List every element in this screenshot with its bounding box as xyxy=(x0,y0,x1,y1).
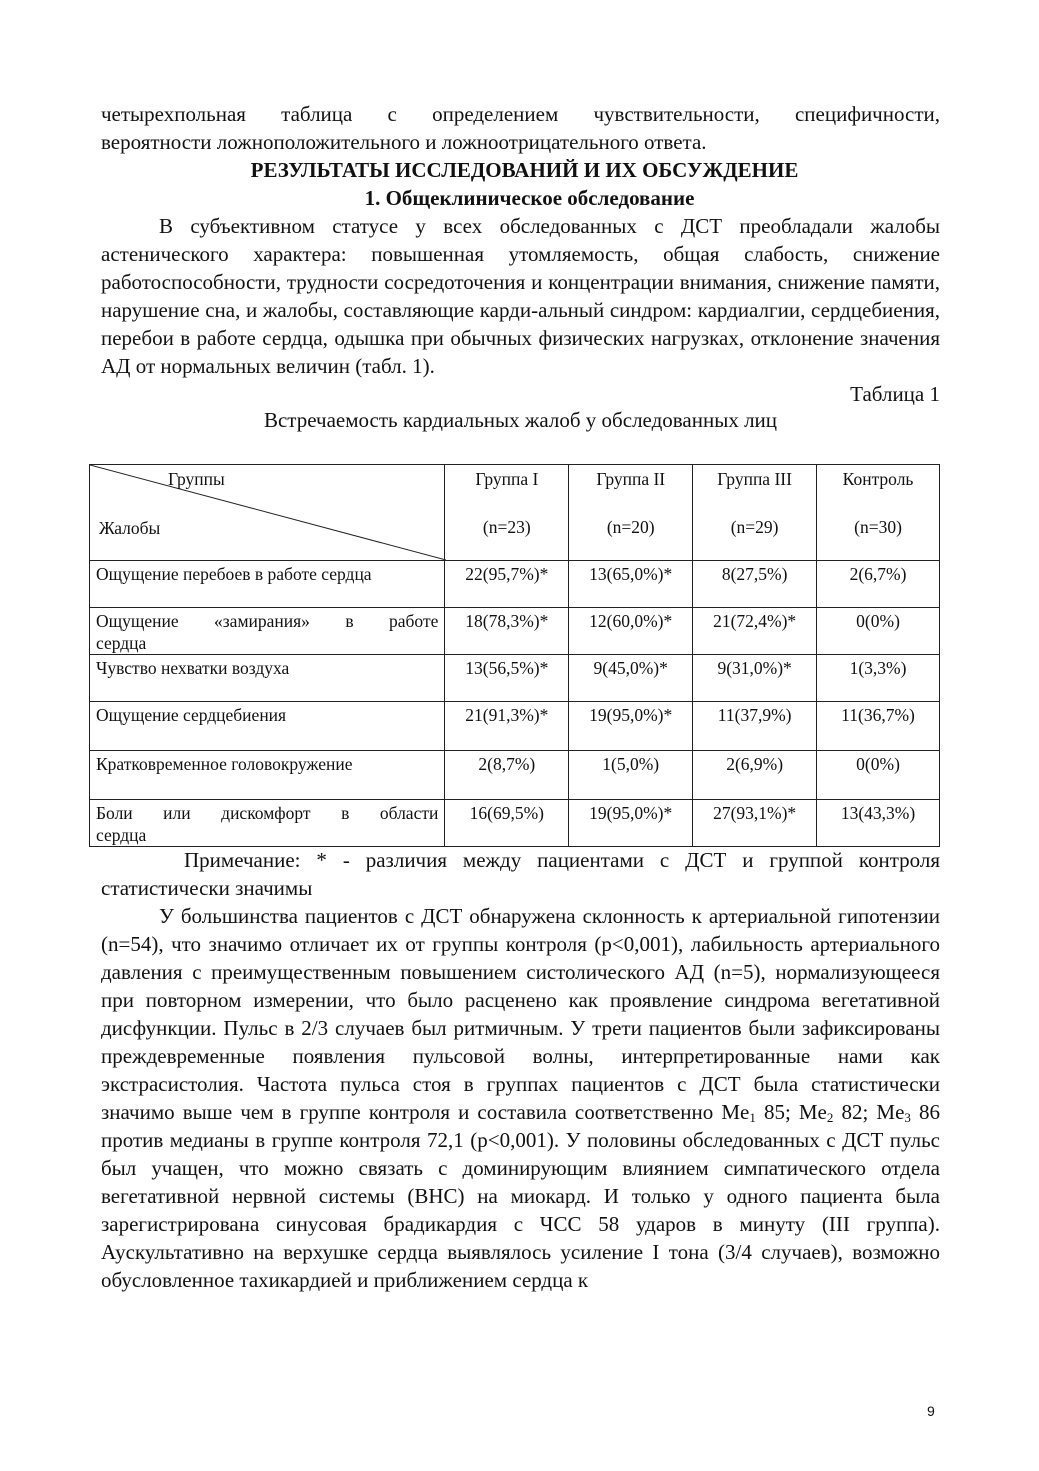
table-row xyxy=(90,655,940,702)
table-cell: 21(91,3%)* xyxy=(445,702,569,751)
row-label-line-1: Боли или дискомфорт в области xyxy=(96,803,439,823)
paragraph-2-part-d: 86 против медианы в группе контроля 72,1 (p<0,001). У половины обследованных с ДСТ пульс был учащен, что можно связать с доминирующим влиянием симпатического отдела вегетативной нервной системы (ВНС) на миокард. И только у одного пациента была зарегистрирована синусовая брадикардия с ЧСС 58 ударов в минуту (III группа). Аускультативно на верхушке сердца выявлялось усиление I тона (3/4 случаев), возможно обусловленное тахикардией и приближением сердца к xyxy=(101,1100,941,1292)
paragraph-1: В субъективном статусе у всех обследованных с ДСТ преобладали жалобы астенического характера: повышенная утомляемость, общая слабость, снижение работоспособности, трудности сосредоточения и концентрации внимания, снижение памяти, нарушение сна, и жалобы, составляющие карди-альный синдром: кардиалгии, сердцебиения, перебои в работе сердца, одышка при обычных физических нагрузках, отклонение значения АД от нормальных величин (табл. 1). xyxy=(101,214,940,378)
table-cell: 2(6,9%) xyxy=(693,751,817,800)
row-label-line-1: Ощущение «замирания» в работе xyxy=(96,611,439,631)
corner-bottom-label: Жалобы xyxy=(99,518,161,538)
corner-top-label: Группы xyxy=(168,469,225,489)
group-n: (n=29) xyxy=(730,517,779,537)
table-cell: 19(95,0%)* xyxy=(569,702,693,751)
table-row xyxy=(90,702,940,751)
group-name: Группа II xyxy=(596,469,666,489)
table-note: Примечание: * - различия между пациентами с ДСТ и группой контроля статистически значимы xyxy=(101,848,940,900)
table-label: Таблица 1 xyxy=(850,382,940,406)
text-after-table xyxy=(101,846,940,1294)
group-name: Контроль xyxy=(842,469,914,489)
page-body xyxy=(101,100,940,432)
page-number: 9 xyxy=(927,1403,935,1419)
paragraph-2-part-a: У большинства пациентов с ДСТ обнаружена склонность к артериальной гипотензии (n=54), что значимо отличает их от группы контроля (p<0,001), лабильность артериального давления с преимущественным повышением систолического АД (n=5), нормализующееся при повторном измерении, что было расценено как проявление синдрома вегетативной дисфункции. Пульс в 2/3 случаев был ритмичным. У трети пациентов были зафиксированы преждевременные появления пульсовой волны, интерпретированные нами как экстрасистолия. Частота пульса стоя в группах пациентов с ДСТ была статистически значимо выше чем в группе контроля и составила соответственно Me xyxy=(101,904,940,1124)
paragraph-2-part-c: 82; Me xyxy=(833,1100,905,1124)
row-label: Кратковременное головокружение xyxy=(90,751,445,800)
section-title: РЕЗУЛЬТАТЫ ИССЛЕДОВАНИЙ И ИХ ОБСУЖДЕНИЕ xyxy=(250,158,799,182)
row-label-line-2: сердца xyxy=(96,825,147,845)
subsection-title: 1. Общеклиническое обследование xyxy=(364,186,695,210)
subscript-2: 2 xyxy=(826,1110,834,1125)
table-cell: 21(72,4%)* xyxy=(693,608,817,655)
table-cell: 13(43,3%) xyxy=(817,800,940,847)
table-cell: 27(93,1%)* xyxy=(693,800,817,847)
group-n: (n=23) xyxy=(482,517,531,537)
group-name: Группа III xyxy=(717,469,792,489)
row-label: Ощущение сердцебиения xyxy=(90,702,445,751)
group-header xyxy=(817,465,940,561)
group-name: Группа I xyxy=(475,469,539,489)
table-cell: 22(95,7%)* xyxy=(445,561,569,608)
table-cell: 2(8,7%) xyxy=(445,751,569,800)
table-cell: 1(3,3%) xyxy=(817,655,940,702)
row-label-line-2: сердца xyxy=(96,633,147,653)
table-row xyxy=(90,561,940,608)
table-cell: 0(0%) xyxy=(817,608,940,655)
table-cell: 9(31,0%)* xyxy=(693,655,817,702)
table-cell: 9(45,0%)* xyxy=(569,655,693,702)
paragraph-2-part-b: 85; Me xyxy=(755,1100,827,1124)
group-n: (n=20) xyxy=(606,517,655,537)
subscript-3: 3 xyxy=(904,1110,911,1125)
table-cell: 11(37,9%) xyxy=(693,702,817,751)
diagonal-divider xyxy=(90,465,446,560)
table-cell: 0(0%) xyxy=(817,751,940,800)
group-header xyxy=(569,465,693,561)
table-header-row xyxy=(90,465,940,561)
table-cell: 8(27,5%) xyxy=(693,561,817,608)
subscript-1: 1 xyxy=(749,1110,756,1125)
table-cell: 1(5,0%) xyxy=(569,751,693,800)
intro-line-1: четырехпольная таблица с определением чувствительности, специфичности, xyxy=(101,102,940,126)
table-cell: 11(36,7%) xyxy=(817,702,940,751)
intro-line-2: вероятности ложноположительного и ложноотрицательного ответа. xyxy=(101,130,707,154)
corner-header-cell xyxy=(90,465,445,561)
table-cell: 2(6,7%) xyxy=(817,561,940,608)
table-cell: 13(65,0%)* xyxy=(569,561,693,608)
table-cell: 16(69,5%) xyxy=(445,800,569,847)
table-row xyxy=(90,608,940,655)
table-cell: 18(78,3%)* xyxy=(445,608,569,655)
group-n: (n=30) xyxy=(854,517,902,537)
table-caption: Встречаемость кардиальных жалоб у обследованных лиц xyxy=(263,408,778,432)
group-header xyxy=(693,465,817,561)
table-cell: 19(95,0%)* xyxy=(569,800,693,847)
row-label xyxy=(90,800,445,847)
row-label xyxy=(90,608,445,655)
row-label: Ощущение перебоев в работе сердца xyxy=(90,561,445,608)
table-cell: 13(56,5%)* xyxy=(445,655,569,702)
row-label: Чувство нехватки воздуха xyxy=(90,655,445,702)
paragraph-2 xyxy=(101,902,940,1294)
table-cell: 12(60,0%)* xyxy=(569,608,693,655)
table-row xyxy=(90,800,940,847)
table-row xyxy=(90,751,940,800)
group-header xyxy=(445,465,569,561)
complaints-table xyxy=(89,464,940,847)
